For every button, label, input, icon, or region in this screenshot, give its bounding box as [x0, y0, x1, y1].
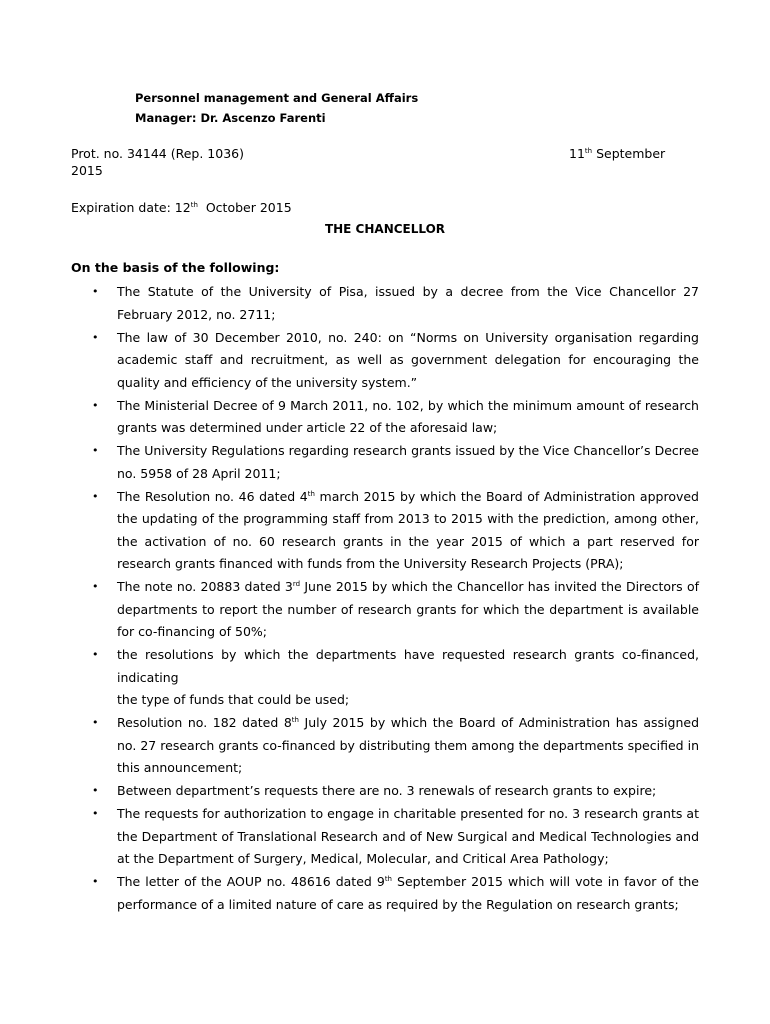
- document-title: THE CHANCELLOR: [324, 222, 446, 236]
- ordinal-suffix: th: [307, 489, 315, 498]
- expiration-date: [71, 200, 292, 215]
- date-month: September: [592, 146, 666, 161]
- list-item: [0, 281, 699, 326]
- bullet-icon: •: [92, 784, 99, 797]
- recitals-list: [0, 281, 770, 916]
- text-part: The letter of the AOUP no. 48616 dated 9: [117, 874, 385, 889]
- bullet-icon: •: [92, 330, 99, 344]
- document-year: 2015: [71, 163, 103, 178]
- text-part: march 2015 by which the Board of Administration approved the updating of the programming staff from 2013 to 2015 with the prediction, among other, the activation of no. 60 research grants in the year 2015 of which a part reserved for research grants financed with funds from the University Research Projects (PRA);: [117, 488, 699, 571]
- list-item-text: The Statute of the University of Pisa, issued by a decree from the Vice Chancellor 27 February 2012, no. 2711;: [117, 284, 699, 322]
- manager-heading: Manager: Dr. Ascenzo Farenti: [135, 111, 326, 125]
- list-item-text: [117, 874, 699, 912]
- text-part: June 2015 by which the Chancellor has invited the Directors of departments to report the number of research grants for which the department is available for co-financing of 50%;: [117, 579, 699, 639]
- ordinal-suffix: th: [384, 874, 392, 883]
- list-item-text: [117, 489, 699, 572]
- bullet-icon: •: [92, 398, 99, 412]
- date-suffix: th: [584, 146, 593, 155]
- list-item-text-continued: the type of funds that could be used;: [117, 692, 350, 707]
- list-item-text: [117, 715, 699, 775]
- list-item-text: Between department’s requests there are no. 3 renewals of research grants to expire;: [117, 783, 657, 798]
- ordinal-suffix: th: [291, 715, 299, 724]
- text-part: September 2015 which will vote in favor of the performance of a limited nature of care as required by the Regulation on research grants;: [117, 874, 699, 912]
- list-item-text: [117, 579, 699, 639]
- expiration-rest: October 2015: [197, 200, 292, 215]
- bullet-icon: •: [92, 444, 99, 457]
- expiration-prefix: Expiration date: 12: [71, 200, 191, 215]
- list-item: [0, 576, 699, 644]
- list-item: [0, 327, 699, 395]
- bullet-icon: •: [92, 648, 99, 661]
- text-part: The Resolution no. 46 dated 4: [117, 488, 308, 504]
- document-date: [569, 146, 665, 161]
- list-item: [0, 644, 699, 712]
- intro-heading: On the basis of the following:: [71, 260, 280, 275]
- list-item-text: The University Regulations regarding research grants issued by the Vice Chancellor’s Decree no. 5958 of 28 April 2011;: [117, 443, 699, 481]
- protocol-number: Prot. no. 34144 (Rep. 1036): [71, 146, 244, 161]
- list-item: [0, 780, 699, 803]
- ordinal-suffix: rd: [292, 579, 301, 588]
- bullet-icon: •: [92, 285, 99, 298]
- text-part: July 2015 by which the Board of Administration has assigned no. 27 research grants co-financed by distributing them among the departments specified in this announcement;: [117, 715, 699, 775]
- list-item-text: The Ministerial Decree of 9 March 2011, no. 102, by which the minimum amount of research grants was determined under article 22 of the aforesaid law;: [117, 397, 699, 435]
- date-day: 11: [569, 146, 585, 161]
- list-item: [0, 871, 699, 916]
- bullet-icon: •: [92, 875, 99, 888]
- list-item: [0, 486, 699, 576]
- department-heading: Personnel management and General Affairs: [135, 91, 419, 105]
- text-part: The note no. 20883 dated 3: [117, 579, 293, 594]
- bullet-icon: •: [92, 489, 99, 503]
- text-part: Resolution no. 182 dated 8: [117, 715, 292, 730]
- list-item-text: The law of 30 December 2010, no. 240: on “Norms on University organisation regarding academic staff and recruitment, as well as government delegation for encouraging the quality and efficiency of the university system.”: [117, 329, 699, 390]
- list-item: [0, 712, 699, 780]
- bullet-icon: •: [92, 716, 99, 729]
- expiration-suffix: th: [190, 200, 198, 209]
- list-item: [0, 803, 699, 871]
- bullet-icon: •: [92, 807, 99, 820]
- list-item: [0, 395, 699, 440]
- list-item-text: the resolutions by which the departments have requested research grants co-financed, indicating: [117, 647, 699, 685]
- bullet-icon: •: [92, 580, 99, 593]
- list-item-text: The requests for authorization to engage in charitable presented for no. 3 research grants at the Department of Translational Research and of New Surgical and Medical Technologies and at the Department of Surgery, Medical, Molecular, and Critical Area Pathology;: [117, 806, 699, 866]
- list-item: [0, 440, 699, 485]
